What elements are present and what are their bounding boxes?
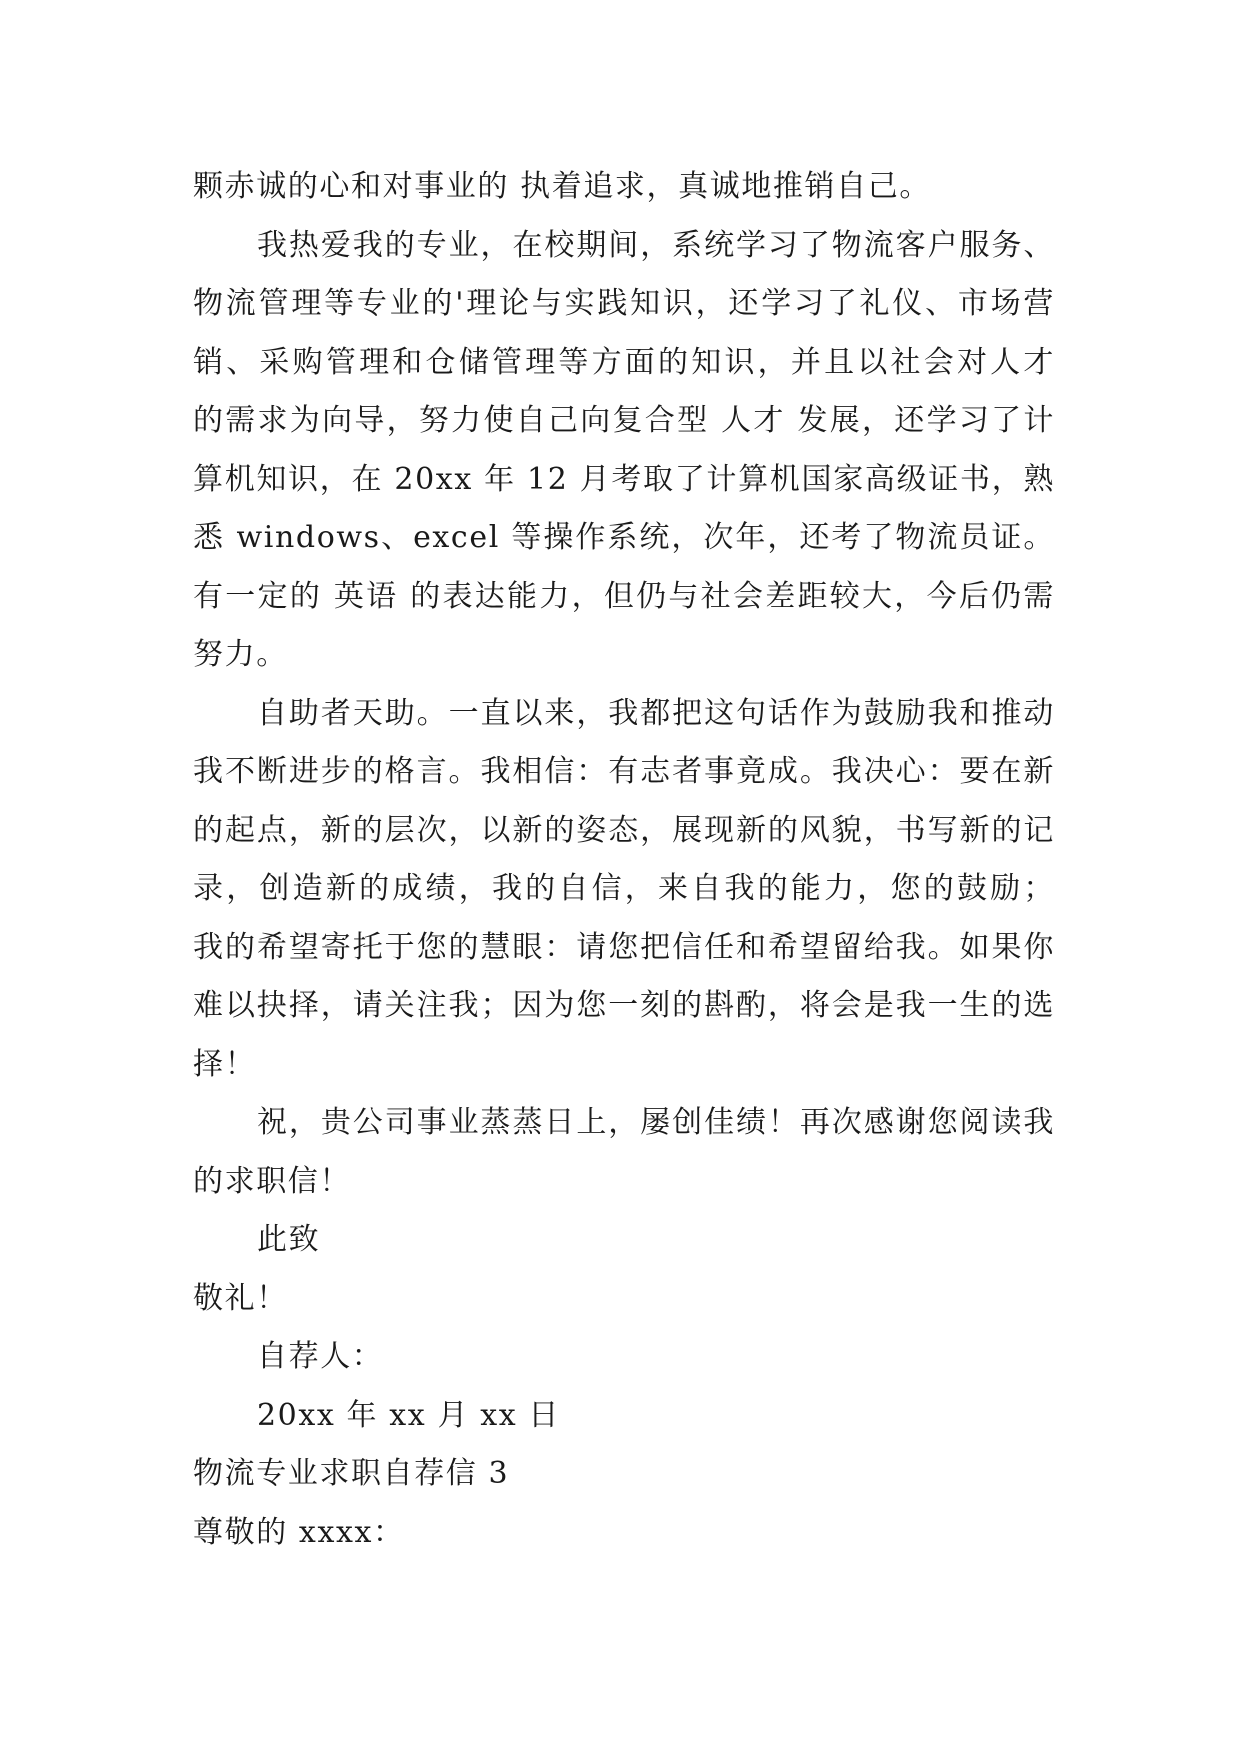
paragraph-wishes: 祝，贵公司事业蒸蒸日上，屡创佳绩！再次感谢您阅读我的求职信！ [193,1105,1055,1199]
letter-body [193,158,1067,1562]
paragraph-major-study: 我热爱我的专业，在校期间，系统学习了物流客户服务、物流管理等专业的'理论与实践知识，还学习了礼仪、市场营销、采购管理和仓储管理等方面的知识，并且以社会对人才 的需求为向导，努力使自己向复合型 人才 发展，还学习了计算机知识，在 20xx 年 12 月考取了计算机国家高级证书，熟悉 windows、excel 等操作系统，次年，还考了物流员证。有一定的 英语 的表达能力，但仍与社会差距较大，今后仍需努力。 [193,227,1067,672]
closing-regards: 敬礼！ [193,1280,288,1316]
paragraph-self-help: 自助者天助。一直以来，我都把这句话作为鼓励我和推动我不断进步的格言。我相信：有志者事竟成。我决心：要在新的起点，新的层次，以新的姿态，展现新的风貌，书写新的记录，创造新的成绩，我的自信，来自我的能力，您的鼓励； 我的希望寄托于您的慧眼：请您把信任和希望留给我。如果你难以抉择，请关注我；因为您一刻的斟酌，将会是我一生的选择！ [193,695,1067,1082]
signature-date: 20xx 年 xx 月 xx 日 [257,1397,560,1433]
next-letter-title: 物流专业求职自荐信 3 [193,1456,510,1491]
next-letter-greeting: 尊敬的 xxxx： [193,1514,405,1550]
signature-label: 自荐人： [257,1339,384,1374]
paragraph-continuation: 颗赤诚的心和对事业的 执着追求，真诚地推销自己。 [193,169,931,204]
closing-salutation: 此致 [257,1222,321,1257]
